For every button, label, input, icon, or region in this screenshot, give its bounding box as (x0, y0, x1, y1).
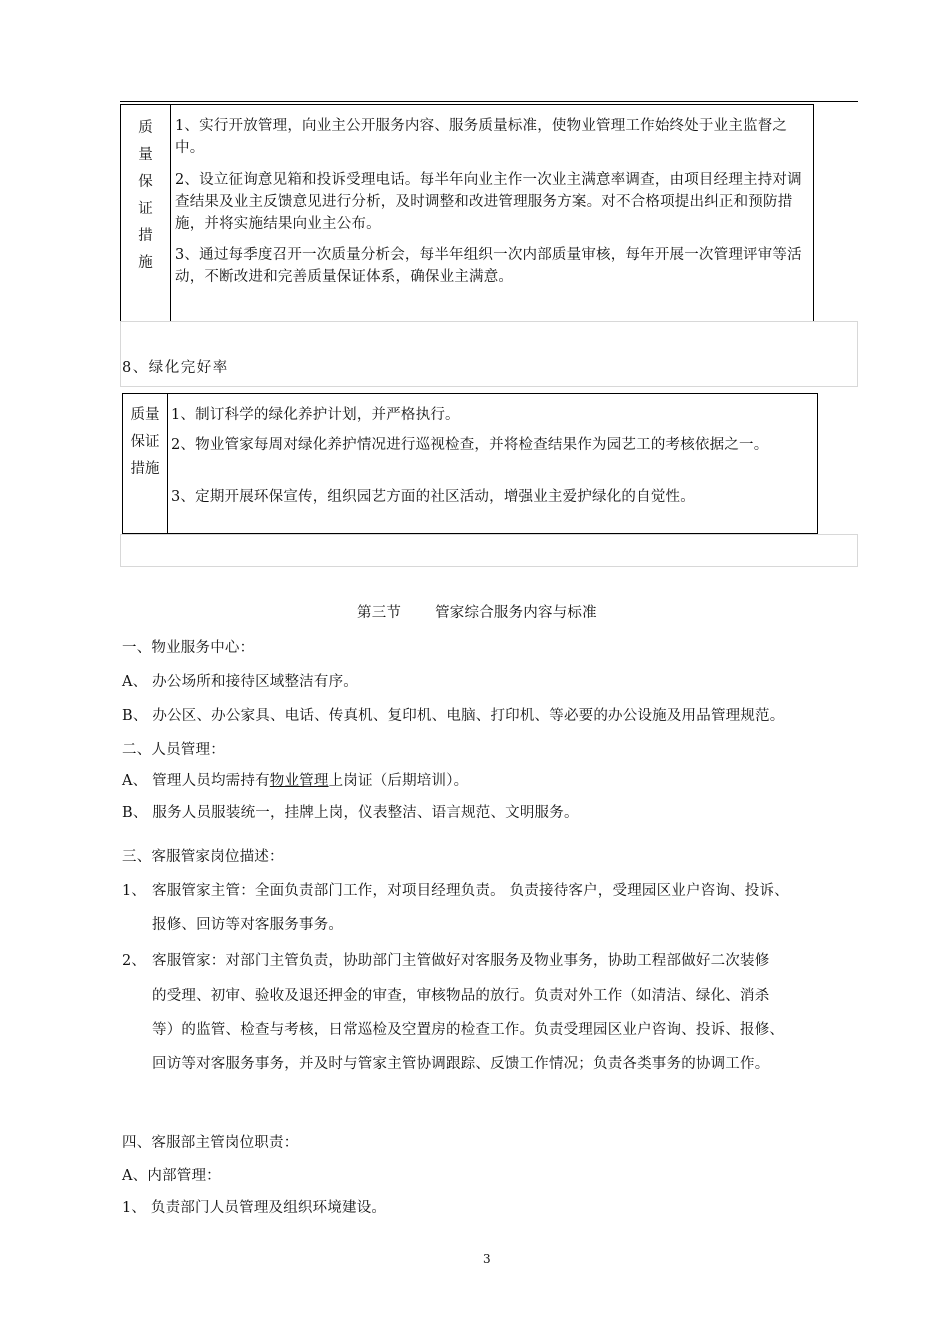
item2-line-3: 等）的监管、检查与考核，日常巡检及空置房的检查工作。负责受理园区业户咨询、投诉、报修、 (152, 1022, 785, 1038)
section8-heading: 8、绿化完好率 (122, 360, 229, 376)
item3: 1、 负责部门人员管理及组织环境建设。 (122, 1200, 387, 1216)
section-title (357, 601, 597, 622)
item2-line-2: 的受理、初审、验收及退还押金的审查，审核物品的放行。负责对外工作（如清洁、绿化、消杀 (152, 988, 770, 1004)
item-a2: A、 管理人员均需持有物业管理上岗证（后期培训）。 (122, 773, 469, 789)
item-a1: A、 办公场所和接待区域整洁有序。 (122, 674, 358, 690)
top-rule (120, 101, 858, 102)
table1-item-3: 3、通过每季度召开一次质量分析会，每半年组织一次内部质量审核，每年开展一次管理评审等活动，不断改进和完善质量保证体系，确保业主满意。 (175, 247, 802, 285)
table2-item-3: 3、定期开展环保宣传，组织园艺方面的社区活动，增强业主爱护绿化的自觉性。 (171, 489, 695, 505)
item2-number: 2、 (122, 953, 147, 969)
table1-item-2: 2、设立征询意见箱和投诉受理电话。每半年向业主作一次业主满意率调查，由项目经理主持对调查结果及业主反馈意见进行分析，及时调整和改进管理服务方案。对不合格项提出纠正和预防措施，并将实施结果向业主公布。 (175, 172, 802, 232)
heading-butler-role: 三、客服管家岗位描述： (122, 849, 284, 865)
item2-line-4: 回访等对客服务事务，并及时与管家主管协调跟踪、反馈工作情况；负责各类事务的协调工作。 (152, 1056, 770, 1072)
page-number: 3 (483, 1252, 491, 1266)
quality-table-2 (122, 393, 818, 534)
heading-staff-management: 二、人员管理： (122, 742, 225, 758)
item-b2: B、 服务人员服装统一，挂牌上岗，仪表整洁、语言规范、文明服务。 (122, 805, 579, 821)
item1-number: 1、 (122, 883, 147, 899)
item-a4: A、内部管理： (122, 1168, 221, 1184)
heading-service-center: 一、物业服务中心： (122, 640, 255, 656)
item2-line-1: 客服管家：对部门主管负责，协助部门主管做好对客服务及物业事务，协助工程部做好二次装修 (152, 953, 770, 969)
table1-label: 质 量 保 证 措 施 (138, 120, 153, 271)
table2-item-1: 1、制订科学的绿化养护计划，并严格执行。 (171, 407, 460, 423)
section-number: 第三节 (357, 605, 402, 621)
section8-row (120, 321, 858, 387)
item-b1: B、 办公区、办公家具、电话、传真机、复印机、电脑、打印机、等必要的办公设施及用品管理规范。 (122, 708, 785, 724)
heading-supervisor-duties: 四、客服部主管岗位职责： (122, 1135, 299, 1151)
table1-item-1: 1、实行开放管理，向业主公开服务内容、服务质量标准，使物业管理工作始终处于业主监督之中。 (175, 118, 788, 156)
table2-divider (167, 394, 168, 533)
item1-line-2: 报修、回访等对客服务事务。 (152, 917, 344, 933)
table2-label: 质量 保证 措施 (130, 407, 160, 477)
section-title-text: 管家综合服务内容与标准 (435, 605, 597, 621)
quality-table-1 (120, 104, 814, 322)
item1-line-1: 客服管家主管：全面负责部门工作，对项目经理负责。 负责接待客户，受理园区业户咨询、投诉、 (152, 883, 789, 899)
table1-divider (170, 105, 171, 321)
property-management-link[interactable]: 物业管理 (269, 773, 329, 789)
blank-row (120, 534, 858, 567)
table2-item-2: 2、物业管家每周对绿化养护情况进行巡视检查，并将检查结果作为园艺工的考核依据之一。 (171, 437, 769, 453)
